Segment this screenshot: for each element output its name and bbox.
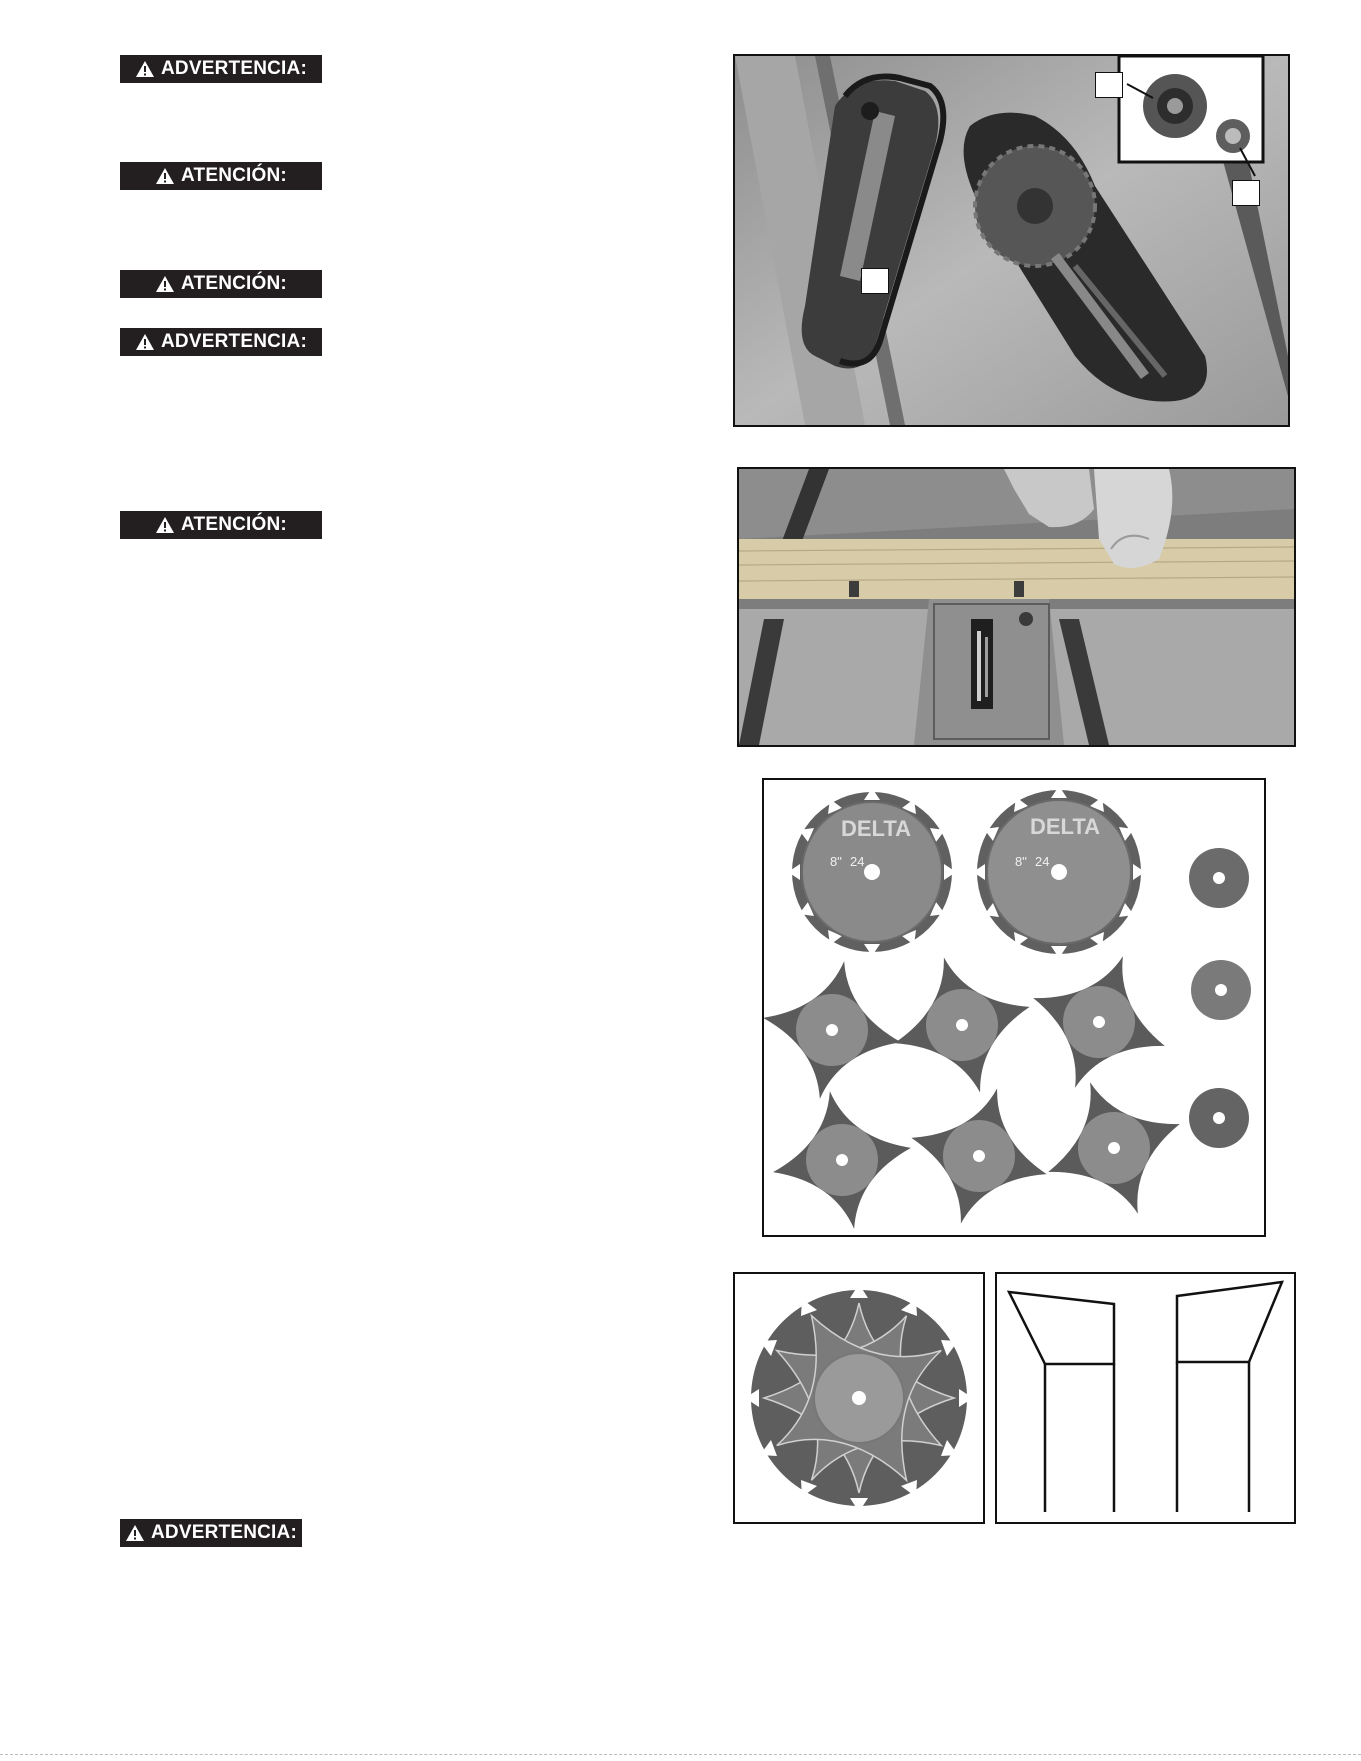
warning-label-text: ADVERTENCIA: bbox=[161, 58, 307, 79]
page-bottom-rule bbox=[0, 1754, 1361, 1755]
figure-assembled-dado-photo bbox=[733, 1272, 985, 1524]
warning-triangle-icon bbox=[125, 1524, 145, 1542]
blade-brand-text: DELTA bbox=[1029, 814, 1101, 839]
warning-triangle-icon bbox=[135, 333, 155, 351]
dado-shims bbox=[1189, 848, 1251, 1148]
figure-dado-profile-diagram bbox=[995, 1272, 1296, 1524]
warning-label-text: ADVERTENCIA: bbox=[151, 1522, 297, 1543]
callout-box bbox=[1232, 180, 1260, 206]
warning-triangle-icon bbox=[135, 60, 155, 78]
caution-label-3 bbox=[120, 511, 322, 539]
figure-insert-removal-photo bbox=[733, 54, 1290, 427]
caution-label-text: ATENCIÓN: bbox=[181, 273, 287, 294]
blade-brand-text: DELTA bbox=[840, 816, 912, 841]
figure-board-over-table-photo bbox=[737, 467, 1296, 747]
warning-label-1 bbox=[120, 55, 322, 83]
callout-box bbox=[861, 268, 889, 294]
caution-label-2 bbox=[120, 270, 322, 298]
warning-label-3 bbox=[120, 1519, 302, 1547]
caution-label-text: ATENCIÓN: bbox=[181, 514, 287, 535]
blade-size-text: 8" bbox=[830, 854, 842, 869]
warning-triangle-icon bbox=[155, 516, 175, 534]
blade-teeth-text: 24 bbox=[850, 854, 865, 869]
warning-label-text: ADVERTENCIA: bbox=[161, 331, 307, 352]
blade-teeth-text: 24 bbox=[1035, 854, 1050, 869]
caution-label-text: ATENCIÓN: bbox=[181, 165, 287, 186]
caution-label-1 bbox=[120, 162, 322, 190]
warning-triangle-icon bbox=[155, 167, 175, 185]
blade-size-text: 8" bbox=[1015, 854, 1027, 869]
callout-box bbox=[1095, 72, 1123, 98]
warning-triangle-icon bbox=[155, 275, 175, 293]
warning-label-2 bbox=[120, 328, 322, 356]
figure-dado-set-photo bbox=[762, 778, 1266, 1237]
